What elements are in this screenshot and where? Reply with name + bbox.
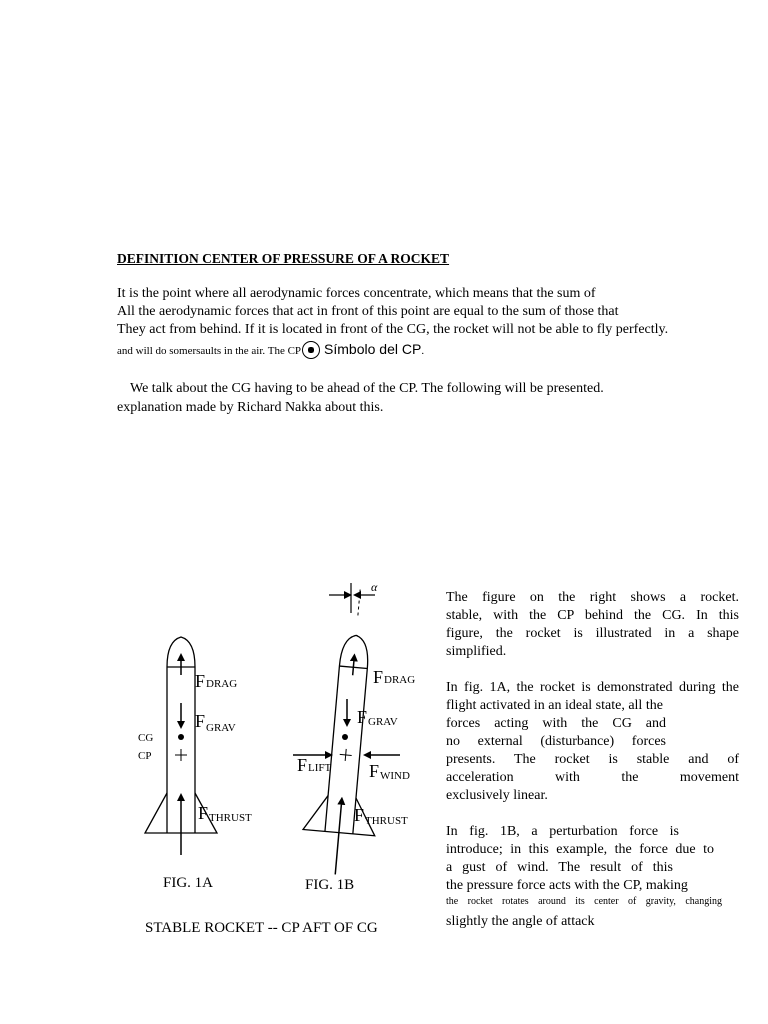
fig1b-fthrust-sub: THRUST [365, 815, 408, 827]
figure-caption: STABLE ROCKET -- CP AFT OF CG [145, 920, 378, 936]
right-line-13: introduce; in this example, the force due to [446, 842, 714, 857]
fig1b-fdrag-f: F [373, 667, 384, 687]
fig1b-flift-f: F [297, 755, 308, 775]
fig1b-fgrav-sub: GRAV [368, 716, 398, 728]
right-line-5: In fig. 1A, the rocket is demonstrated during the [446, 680, 739, 695]
para1-line3: They act from behind. If it is located in front of the CG, the rocket will not be able to fly perfectly. [117, 322, 669, 337]
fig1a-label: FIG. 1A [163, 875, 214, 891]
para2-line2: explanation made by Richard Nakka about this. [117, 400, 384, 415]
fig1b-fwind-f: F [369, 761, 380, 781]
right-line-16: the rocket rotates around its center of gravity, changing [446, 896, 722, 907]
para1-line4-prefix: and will do somersaults in the air. The CP [117, 345, 302, 357]
right-line-4: simplified. [446, 644, 507, 659]
fig1a-fdrag-f: F [195, 671, 206, 691]
right-line-7: forces acting with the CG and [446, 716, 666, 731]
right-line-11: exclusively linear. [446, 788, 548, 803]
figure-description [446, 589, 739, 931]
rocket-1b [299, 586, 396, 877]
right-line-2: stable, with the CP behind the CG. In this [446, 608, 739, 623]
fig1b-fgrav-f: F [357, 707, 368, 727]
para1-line4-suffix: . [421, 345, 425, 357]
para1-line1: It is the point where all aerodynamic forces concentrate, which means that the sum of [117, 286, 596, 301]
right-line-17: slightly the angle of attack [446, 914, 595, 929]
fig1b-flift-sub: LIFT [308, 762, 332, 774]
right-line-12: In fig. 1B, a perturbation force is [446, 824, 679, 839]
fig1b-label: FIG. 1B [305, 877, 355, 893]
fig1a-fgrav-sub: GRAV [206, 722, 236, 734]
fig1a-fgrav-f: F [195, 711, 206, 731]
para1-line2: All the aerodynamic forces that act in front of this point are equal to the sum of those that [117, 304, 619, 319]
fig1a-cg-label: CG [138, 732, 154, 744]
fig1a-fthrust-sub: THRUST [209, 812, 252, 824]
right-line-10: acceleration with the movement [446, 770, 739, 785]
right-line-8: no external (disturbance) forces [446, 734, 666, 749]
cp-symbol-label: Símbolo del CP [324, 341, 422, 357]
right-line-14: a gust of wind. The result of this [446, 860, 673, 875]
para1-line4 [117, 341, 424, 359]
right-line-9: presents. The rocket is stable and of [446, 752, 739, 767]
fig1a-fdrag-sub: DRAG [206, 678, 238, 690]
fig1b-fwind-sub: WIND [380, 770, 410, 782]
rocket-stability-figure [135, 575, 435, 945]
page-heading: DEFINITION CENTER OF PRESSURE OF A ROCKET [117, 251, 450, 266]
para2-line1: We talk about the CG having to be ahead of the CP. The following will be presented. [130, 381, 604, 396]
fig1b-fthrust-f: F [354, 805, 365, 825]
right-line-3: figure, the rocket is illustrated in a shape [446, 626, 739, 641]
cp-symbol-icon [302, 341, 320, 359]
alpha-label: α [371, 580, 378, 594]
right-line-15: the pressure force acts with the CP, making [446, 878, 688, 893]
fig1b-fdrag-sub: DRAG [384, 674, 416, 686]
fig1a-fthrust-f: F [198, 803, 209, 823]
fig1a-cp-label: CP [138, 750, 152, 762]
right-line-1: The figure on the right shows a rocket. [446, 590, 739, 605]
right-line-6: flight activated in an ideal state, all the [446, 698, 663, 713]
